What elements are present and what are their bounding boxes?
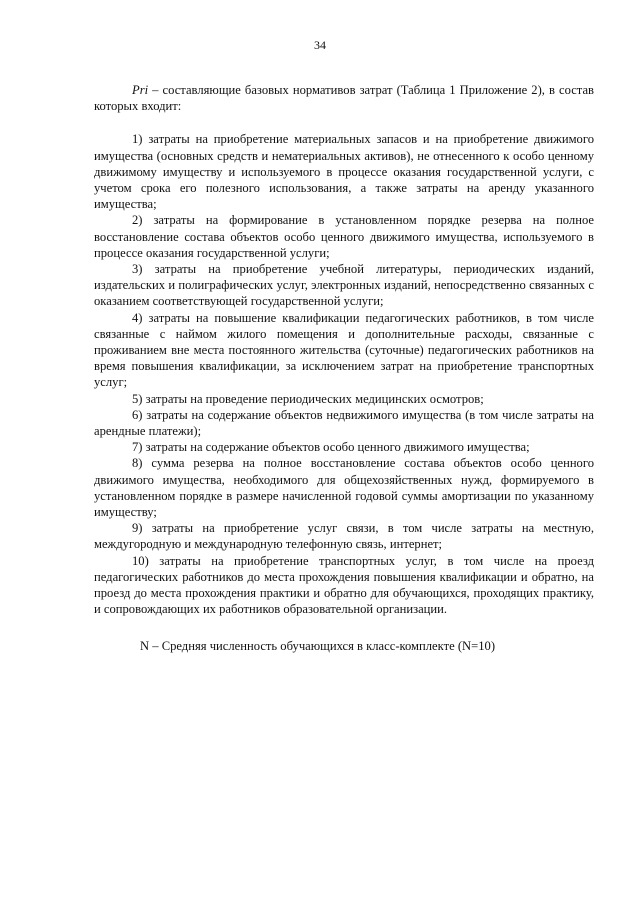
document-body xyxy=(94,82,594,654)
pri-symbol: Pri xyxy=(132,83,149,97)
list-item-8: 8) сумма резерва на полное восстановление состава объектов особо ценного движимого имущества, необходимого для общехозяйственных нужд, формируемого в установленном порядке в размере начисленной годовой суммы амортизации по указанному имуществу; xyxy=(94,456,594,520)
intro-text: – составляющие базовых нормативов затрат (Таблица 1 Приложение 2), в состав которых входит: xyxy=(94,83,594,114)
list-item-5: 5) затраты на проведение периодических медицинских осмотров; xyxy=(132,391,484,406)
list-item-1: 1) затраты на приобретение материальных запасов и на приобретение движимого имущества (основных средств и нематериальных активов), не отнесенного к особо ценному движимому имуществу и используемого в процессе оказания государственной услуги, с учетом срока его полезного использования, а также затраты на аренду указанного имущества; xyxy=(94,132,594,212)
intro-paragraph xyxy=(94,82,594,114)
list-item-7: 7) затраты на содержание объектов особо ценного движимого имущества; xyxy=(132,440,530,455)
list-item-10: 10) затраты на приобретение транспортных услуг, в том числе на проезд педагогических работников до места прохождения повышения квалификации и обратно, на проезд до места прохождения практики и обратно для обучающихся, проходящих практику, и сопровождающих их работников образовательной организации. xyxy=(94,553,594,617)
list-item-2: 2) затраты на формирование в установленном порядке резерва на полное восстановление состава объектов особо ценного движимого имущества, используемого в процессе оказания государственной услуги; xyxy=(94,213,594,260)
list-item-9: 9) затраты на приобретение услуг связи, в том числе затраты на местную, междугородную и международную телефонную связь, интернет; xyxy=(94,521,594,552)
list-item-3: 3) затраты на приобретение учебной литературы, периодических изданий, издательских и полиграфических услуг, электронных изданий, непосредственно связанных с оказанием соответствующей государственной услуги; xyxy=(94,262,594,309)
page-number: 34 xyxy=(314,38,326,52)
n-definition: N – Средняя численность обучающихся в класс-комплекте (N=10) xyxy=(140,638,496,653)
list-item-6: 6) затраты на содержание объектов недвижимого имущества (в том числе затраты на арендные платежи); xyxy=(94,407,594,439)
list-item-4: 4) затраты на повышение квалификации педагогических работников, в том числе связанные с наймом жилого помещения и дополнительные расходы, связанные с проживанием вне места постоянного жительства (суточные) педагогических работников на время повышения квалификации, за исключением затрат на приобретение транспортных услуг; xyxy=(94,310,594,390)
